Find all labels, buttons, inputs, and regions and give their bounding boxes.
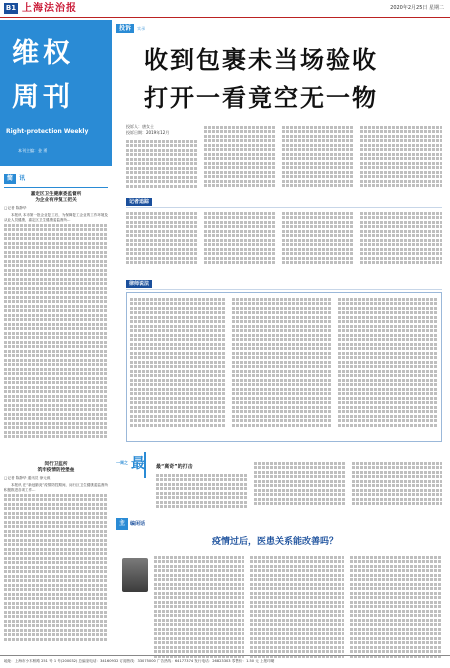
kicker bbox=[116, 24, 145, 33]
article-col1 bbox=[126, 138, 198, 196]
weekly-col1 bbox=[156, 472, 248, 510]
complaint-date: 投诉日期：2019年12月 bbox=[126, 130, 170, 135]
weekly-col2 bbox=[254, 460, 346, 510]
lawyer-col1 bbox=[130, 296, 226, 438]
opinion-title: 疫情过后，医患关系能改善吗？ bbox=[212, 537, 339, 547]
lawyer-col2 bbox=[232, 296, 332, 438]
page-footer: 地址：上海市小木桥路 251 号 1 号(200032) 总编室电话：34160932 订阅热线：33075000 广告热线：64177374 发行电话：26823303 零售价：1.50 元 上报印刷 bbox=[0, 655, 450, 668]
brand-title-line2: 周刊 bbox=[12, 82, 74, 113]
weekly-most-header bbox=[116, 452, 146, 478]
issue-date: 2020年2月25日 星期二 bbox=[390, 5, 444, 11]
brand-title-line1: 维权 bbox=[12, 38, 74, 69]
article-col2 bbox=[204, 124, 276, 196]
kicker-box: 投诉 bbox=[116, 24, 134, 33]
section-brand bbox=[0, 20, 112, 166]
followup-col4 bbox=[360, 210, 442, 274]
editor-column-header bbox=[116, 518, 145, 530]
section-lawyer-comments: 律师说法 bbox=[126, 280, 152, 288]
section-reporter-followup: 记者追踪 bbox=[126, 198, 152, 206]
headline-line2: 打开一看竟空无一物 bbox=[144, 83, 378, 112]
weekly-label: 一周之 bbox=[116, 460, 128, 465]
brief-item1-title: 嘉定区卫生健康委监督所 为企业有序复工把关 bbox=[30, 192, 82, 203]
opinion-col2 bbox=[250, 554, 344, 668]
brief-item1-byline: □记者 陈静华 bbox=[4, 206, 27, 210]
complainant-byline: 投诉人：唐女士 bbox=[126, 124, 154, 129]
followup-col1 bbox=[126, 210, 198, 274]
masthead bbox=[0, 0, 450, 18]
article-col4 bbox=[360, 124, 442, 196]
brief-item2-byline: □记者 陈静华 通讯员 徐元威 bbox=[4, 476, 51, 480]
opinion-col3 bbox=[350, 554, 442, 668]
followup-col3 bbox=[282, 210, 354, 274]
brief-item2-body: 本报讯 在“新冠肺炎”疫情防控期间，闵行区卫生健康委监督所积极推进各项工作… bbox=[4, 483, 108, 653]
editor-mark: 主 bbox=[116, 518, 128, 530]
opinion-col1 bbox=[154, 554, 244, 668]
brief-label: 讯 bbox=[19, 175, 26, 182]
brief-header bbox=[4, 174, 108, 188]
brief-item2-title: 闵行卫监所 筑牢疫情防控堡垒 bbox=[37, 462, 75, 473]
weekly-col3 bbox=[352, 460, 442, 510]
brief-tag: 简 bbox=[4, 174, 16, 184]
brand-english: Right-protection Weekly bbox=[6, 128, 89, 135]
left-column bbox=[0, 20, 112, 654]
followup-col2 bbox=[204, 210, 276, 274]
weekly-title: 最“离奇”的打击 bbox=[156, 464, 193, 470]
main-area bbox=[116, 20, 446, 654]
page-number: B1 bbox=[5, 4, 17, 12]
kicker-sub: 实录 bbox=[137, 26, 146, 31]
weekly-char: 最 bbox=[131, 456, 145, 472]
brief-item1-body: 本报讯 本市第一批企业复工后，为保障复工企业的工作环境及从业人员健康，嘉定区卫生健康委监督所… bbox=[4, 213, 108, 458]
paper-name: 上海法治报 bbox=[22, 3, 77, 14]
brand-editor: 本刊主编：金 勇 bbox=[18, 148, 48, 153]
editor-column-label: 编闲话 bbox=[130, 521, 146, 527]
article-col3 bbox=[282, 124, 354, 196]
headline-line1: 收到包裹未当场验收 bbox=[144, 45, 378, 74]
author-photo bbox=[122, 558, 148, 592]
lawyer-col3 bbox=[338, 296, 438, 438]
